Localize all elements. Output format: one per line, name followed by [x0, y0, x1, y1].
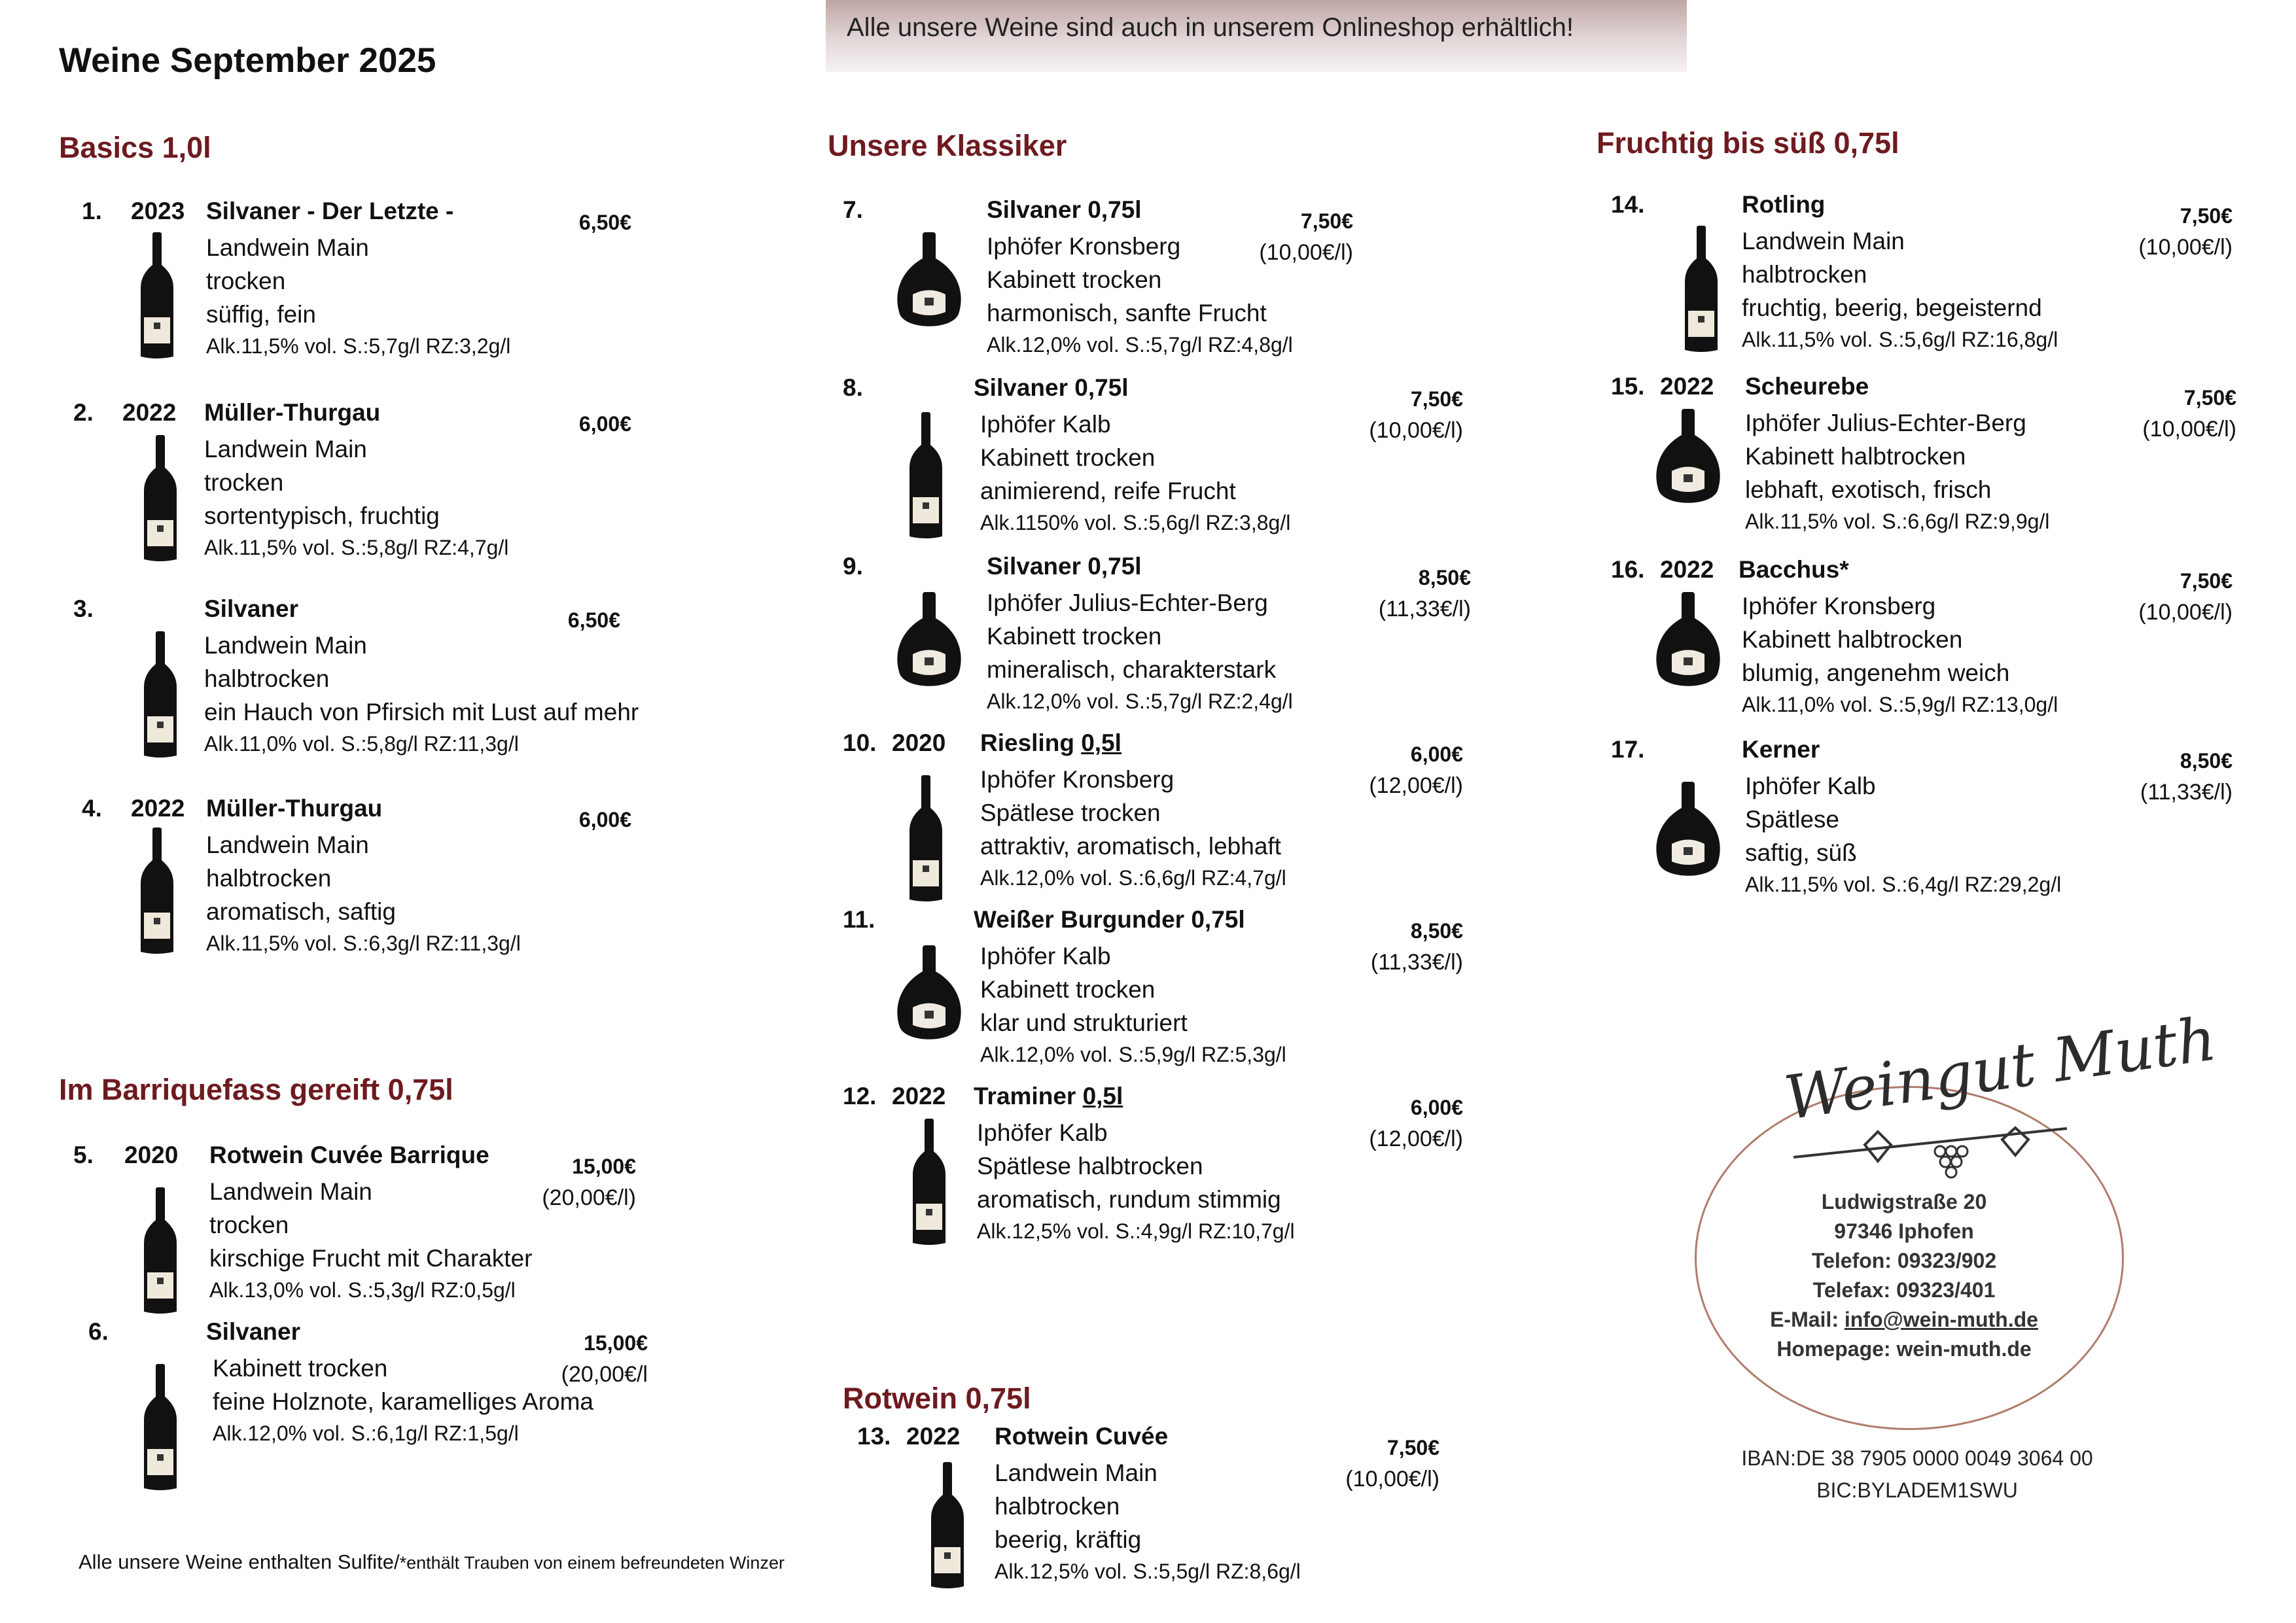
- wine-name: [204, 595, 298, 623]
- wine-year: 2020: [124, 1142, 179, 1168]
- wine-origin: Landwein Main: [204, 436, 367, 462]
- wine-style: Kabinett halbtrocken: [1745, 443, 1966, 470]
- wine-taste: mineralisch, charakterstark: [987, 656, 1277, 683]
- wine-number: 10.: [843, 729, 877, 756]
- wine-price: 15,00€: [572, 1155, 636, 1178]
- wine-number: 7.: [843, 196, 863, 223]
- wine-name-text: Bacchus*: [1739, 556, 1849, 583]
- wine-style: Spätlese trocken: [980, 799, 1161, 826]
- bottle-icon: [141, 1187, 180, 1318]
- wine-name-text: Silvaner 0,75l: [987, 553, 1142, 580]
- wine-taste: blumig, angenehm weich: [1742, 659, 2010, 686]
- winery-address: [1701, 1187, 2107, 1364]
- wine-origin: Landwein Main: [206, 831, 369, 858]
- wine-taste: lebhaft, exotisch, frisch: [1745, 476, 1992, 503]
- wine-price-per-liter: (11,33€/l): [1378, 597, 1471, 621]
- wine-analysis: Alk.12,0% vol. S.:6,6g/l RZ:4,7g/l: [980, 866, 1286, 890]
- wine-name: [1742, 191, 1825, 218]
- wine-analysis: Alk.12,0% vol. S.:5,9g/l RZ:5,3g/l: [980, 1043, 1286, 1066]
- address-phone: Telefon: 09323/902: [1811, 1249, 1997, 1272]
- wine-analysis: Alk.12,5% vol. S.:4,9g/l RZ:10,7g/l: [977, 1219, 1295, 1243]
- bottle-icon: [928, 1462, 967, 1593]
- address-homepage[interactable]: Homepage: wein-muth.de: [1776, 1337, 2032, 1361]
- bocksbeutel-icon: [1652, 409, 1724, 514]
- wine-details: [980, 939, 1286, 1070]
- wine-details: [1742, 589, 2058, 720]
- wine-details: [204, 629, 639, 759]
- wine-price-per-liter: (10,00€/l): [2138, 235, 2233, 260]
- wine-taste: fruchtig, beerig, begeisternd: [1742, 294, 2042, 321]
- wine-taste: ein Hauch von Pfirsich mit Lust auf mehr: [204, 699, 639, 725]
- wine-name: [974, 906, 1245, 934]
- wine-price-per-liter: (10,00€/l): [1259, 240, 1353, 265]
- wine-analysis: Alk.11,0% vol. S.:5,9g/l RZ:13,0g/l: [1742, 693, 2058, 716]
- wine-price: 7,50€: [1410, 387, 1463, 411]
- wine-year: 2022: [1660, 556, 1714, 583]
- wine-details: [980, 408, 1290, 538]
- section-title-klassiker: Unsere Klassiker: [828, 129, 1067, 162]
- wine-taste: kirschige Frucht mit Charakter: [209, 1245, 533, 1272]
- bottle-icon: [141, 1364, 180, 1495]
- wine-price: 15,00€: [584, 1331, 648, 1355]
- wine-number: 6.: [88, 1318, 109, 1345]
- wine-origin: Iphöfer Kalb: [977, 1119, 1108, 1146]
- bocksbeutel-icon: [893, 945, 965, 1050]
- wine-style: Spätlese: [1745, 806, 1839, 833]
- section-title-fruchtig: Fruchtig bis süß 0,75l: [1597, 126, 1899, 160]
- wine-number: 15.: [1611, 373, 1645, 400]
- wine-price: 6,00€: [578, 412, 631, 436]
- sulfite-note-main: Alle unsere Weine enthalten Sulfite/: [79, 1550, 400, 1573]
- wine-price: 6,00€: [578, 808, 631, 831]
- wine-name-text: Rotwein Cuvée: [995, 1423, 1169, 1450]
- wine-price: 7,50€: [2180, 569, 2233, 593]
- wine-price: 6,50€: [578, 211, 631, 234]
- wine-style: halbtrocken: [1742, 261, 1867, 288]
- wine-name-text: Silvaner: [206, 1318, 300, 1345]
- bocksbeutel-icon: [1652, 782, 1724, 886]
- wine-taste: feine Holznote, karamelliges Aroma: [213, 1388, 594, 1415]
- wine-number: 13.: [857, 1423, 891, 1450]
- wine-origin: Landwein Main: [204, 632, 367, 659]
- bottle-icon: [137, 828, 177, 958]
- grape-leaves-icon: [1852, 1125, 2048, 1197]
- wine-name: [1745, 373, 1869, 400]
- wine-name: [206, 198, 453, 225]
- wine-name: [206, 1318, 300, 1346]
- wine-taste: klar und strukturiert: [980, 1009, 1188, 1036]
- wine-details: [206, 231, 510, 361]
- wine-analysis: Alk.12,0% vol. S.:5,7g/l RZ:2,4g/l: [987, 689, 1293, 713]
- wine-name-text: Riesling: [980, 729, 1082, 756]
- banner-text: Alle unsere Weine sind auch in unserem Onlineshop erhältlich!: [847, 13, 1574, 42]
- wine-number: 3.: [73, 595, 94, 622]
- wine-price-per-liter: (12,00€/l): [1369, 773, 1463, 798]
- address-fax: Telefax: 09323/401: [1812, 1278, 1996, 1302]
- wine-year: 2022: [1660, 373, 1714, 400]
- wine-name-text: Silvaner 0,75l: [974, 374, 1129, 401]
- wine-year: 2020: [892, 729, 946, 756]
- bottle-icon: [906, 412, 945, 543]
- wine-name-text: Müller-Thurgau: [204, 399, 381, 426]
- wine-style: Kabinett trocken: [987, 266, 1162, 293]
- bank-details: [1695, 1442, 2140, 1507]
- wine-analysis: Alk.11,5% vol. S.:5,7g/l RZ:3,2g/l: [206, 334, 511, 358]
- wine-analysis: Alk.1150% vol. S.:5,6g/l RZ:3,8g/l: [980, 511, 1291, 534]
- wine-price: 7,50€: [2183, 386, 2236, 410]
- wine-origin: Iphöfer Kalb: [980, 943, 1111, 969]
- bottle-icon: [141, 435, 180, 566]
- bocksbeutel-icon: [1652, 592, 1724, 697]
- wine-price: 8,50€: [2180, 749, 2233, 773]
- wine-taste: saftig, süß: [1745, 839, 1857, 866]
- wine-price: 6,00€: [1410, 742, 1463, 766]
- wine-name: [995, 1423, 1168, 1450]
- wine-name-text: Kerner: [1742, 736, 1820, 763]
- wine-price-per-liter: (10,00€/l): [1369, 418, 1463, 443]
- wine-price: 7,50€: [1300, 209, 1353, 233]
- email-label: E-Mail:: [1770, 1308, 1845, 1331]
- wine-taste: harmonisch, sanfte Frucht: [987, 300, 1267, 326]
- sulfite-note: [79, 1550, 785, 1574]
- wine-taste: sortentypisch, fruchtig: [204, 502, 440, 529]
- wine-taste: aromatisch, rundum stimmig: [977, 1186, 1281, 1213]
- wine-origin: Iphöfer Kalb: [980, 411, 1111, 438]
- wine-price-per-liter: (20,00€/l): [542, 1185, 636, 1210]
- wine-name: [974, 374, 1129, 402]
- wine-style: Kabinett halbtrocken: [1742, 626, 1963, 653]
- wine-origin: Landwein Main: [995, 1459, 1157, 1486]
- wine-price-per-liter: (10,00€/l): [2138, 600, 2233, 625]
- wine-price-per-liter: (11,33€/l): [2140, 780, 2233, 805]
- wine-details: [209, 1175, 532, 1305]
- wine-taste: aromatisch, saftig: [206, 898, 396, 925]
- wine-number: 17.: [1611, 736, 1645, 763]
- wine-origin: Landwein Main: [206, 234, 369, 261]
- wine-year: 2022: [892, 1083, 946, 1109]
- wine-number: 2.: [73, 399, 94, 426]
- wine-style: trocken: [206, 268, 286, 294]
- iban: IBAN:DE 38 7905 0000 0049 3064 00: [1741, 1446, 2093, 1470]
- wine-name-text: Silvaner: [204, 595, 298, 622]
- wine-price: 8,50€: [1410, 919, 1463, 943]
- address-city: 97346 Iphofen: [1834, 1219, 1974, 1243]
- section-title-barrique: Im Barriquefass gereift 0,75l: [59, 1073, 453, 1106]
- wine-style: halbtrocken: [204, 665, 330, 692]
- wine-style: trocken: [209, 1212, 289, 1238]
- wine-details: [206, 828, 521, 958]
- bottle-icon: [906, 775, 945, 906]
- wine-number: 16.: [1611, 556, 1645, 583]
- wine-name: [206, 795, 382, 822]
- wine-year: 2022: [131, 795, 185, 822]
- wine-analysis: Alk.11,5% vol. S.:5,6g/l RZ:16,8g/l: [1742, 328, 2058, 351]
- wine-analysis: Alk.11,0% vol. S.:5,8g/l RZ:11,3g/l: [204, 732, 519, 756]
- wine-analysis: Alk.11,5% vol. S.:6,6g/l RZ:9,9g/l: [1745, 510, 2050, 533]
- wine-details: [1742, 224, 2058, 355]
- wine-volume-underlined: 0,5l: [1081, 729, 1122, 756]
- wine-name-text: Müller-Thurgau: [206, 795, 383, 822]
- wine-name: [1742, 736, 1820, 763]
- wine-number: 1.: [82, 198, 102, 224]
- wine-price-per-liter: (11,33€/l): [1370, 950, 1463, 975]
- section-title-basics: Basics 1,0l: [59, 131, 211, 164]
- wine-taste: attraktiv, aromatisch, lebhaft: [980, 833, 1281, 860]
- wine-analysis: Alk.11,5% vol. S.:5,8g/l RZ:4,7g/l: [204, 536, 509, 559]
- wine-name: [987, 553, 1142, 580]
- wine-style: Kabinett trocken: [980, 444, 1156, 471]
- bic: BIC:BYLADEM1SWU: [1816, 1478, 2018, 1502]
- wine-analysis: Alk.12,0% vol. S.:5,7g/l RZ:4,8g/l: [987, 333, 1293, 357]
- wine-price: 6,50€: [567, 608, 620, 632]
- wine-analysis: Alk.11,5% vol. S.:6,4g/l RZ:29,2g/l: [1745, 873, 2062, 896]
- wine-name: [974, 1083, 1123, 1110]
- wine-name: [987, 196, 1142, 224]
- wine-style: Kabinett trocken: [987, 623, 1162, 650]
- page-title: Weine September 2025: [59, 41, 436, 80]
- bocksbeutel-icon: [893, 232, 965, 337]
- wine-details: [1745, 406, 2049, 536]
- online-shop-banner: [826, 0, 1687, 72]
- wine-price: 8,50€: [1418, 566, 1471, 589]
- sulfite-note-small: *enthält Trauben von einem befreundeten Winzer: [399, 1553, 785, 1573]
- wine-details: [995, 1456, 1301, 1586]
- wine-name-text: Rotling: [1742, 191, 1826, 218]
- wine-number: 12.: [843, 1083, 877, 1109]
- wine-price: 7,50€: [1386, 1436, 1439, 1459]
- wine-origin: Iphöfer Kronsberg: [980, 766, 1174, 793]
- wine-price-per-liter: (10,00€/l): [2142, 417, 2236, 442]
- wine-name-text: Rotwein Cuvée Barrique: [209, 1142, 489, 1168]
- wine-name-text: Silvaner - Der Letzte -: [206, 198, 454, 224]
- wine-taste: süffig, fein: [206, 301, 316, 328]
- wine-analysis: Alk.12,0% vol. S.:6,1g/l RZ:1,5g/l: [213, 1422, 519, 1445]
- address-street: Ludwigstraße 20: [1821, 1190, 1987, 1213]
- wine-details: [977, 1116, 1295, 1246]
- wine-name: [980, 729, 1122, 757]
- wine-style: trocken: [204, 469, 284, 496]
- wine-year: 2022: [122, 399, 177, 426]
- wine-name: [204, 399, 380, 427]
- wine-number: 8.: [843, 374, 863, 401]
- email-link[interactable]: info@wein-muth.de: [1844, 1308, 2038, 1331]
- wine-style: Spätlese halbtrocken: [977, 1153, 1203, 1179]
- wine-volume-underlined: 0,5l: [1082, 1083, 1123, 1109]
- logo-script: Weingut Muth: [1780, 1003, 2221, 1134]
- wine-number: 4.: [82, 795, 102, 822]
- wine-style: Kabinett trocken: [213, 1355, 388, 1382]
- wine-number: 5.: [73, 1142, 94, 1168]
- wine-name: [1739, 556, 1849, 584]
- wine-details: [987, 586, 1293, 716]
- wine-price-per-liter: (20,00€/l: [561, 1362, 648, 1387]
- wine-year: 2022: [906, 1423, 961, 1450]
- wine-style: Kabinett trocken: [980, 976, 1156, 1003]
- section-title-rotwein: Rotwein 0,75l: [843, 1382, 1031, 1415]
- wine-origin: Iphöfer Kalb: [1745, 773, 1876, 799]
- wine-name-text: Weißer Burgunder 0,75l: [974, 906, 1245, 933]
- wine-style: halbtrocken: [995, 1493, 1120, 1520]
- wine-price-per-liter: (10,00€/l): [1345, 1467, 1439, 1492]
- wine-analysis: Alk.11,5% vol. S.:6,3g/l RZ:11,3g/l: [206, 932, 521, 955]
- bottle-icon: [910, 1119, 949, 1249]
- wine-details: [980, 763, 1286, 893]
- wine-price: 6,00€: [1410, 1096, 1463, 1119]
- wine-taste: animierend, reife Frucht: [980, 478, 1236, 504]
- wine-number: 11.: [843, 906, 875, 933]
- wine-name-text: Silvaner 0,75l: [987, 196, 1142, 223]
- wine-number: 14.: [1611, 191, 1645, 218]
- wine-origin: Iphöfer Kronsberg: [1742, 593, 1936, 620]
- wine-origin: Landwein Main: [1742, 228, 1905, 254]
- bocksbeutel-icon: [893, 592, 965, 697]
- wine-name: [209, 1142, 489, 1169]
- wine-number: 9.: [843, 553, 863, 580]
- bottle-icon: [1682, 226, 1721, 357]
- wine-price-per-liter: (12,00€/l): [1369, 1126, 1463, 1151]
- wine-details: [204, 432, 508, 563]
- wine-year: 2023: [131, 198, 185, 224]
- address-email: [1701, 1305, 2107, 1335]
- wine-taste: beerig, kräftig: [995, 1526, 1142, 1553]
- wine-name-text: Scheurebe: [1745, 373, 1869, 400]
- wine-origin: Iphöfer Julius-Echter-Berg: [987, 589, 1268, 616]
- wine-price: 7,50€: [2180, 204, 2233, 228]
- wine-details: [1745, 769, 2061, 899]
- wine-origin: Landwein Main: [209, 1178, 372, 1205]
- wine-name-text: Traminer: [974, 1083, 1083, 1109]
- wine-analysis: Alk.12,5% vol. S.:5,5g/l RZ:8,6g/l: [995, 1560, 1301, 1583]
- wine-analysis: Alk.13,0% vol. S.:5,3g/l RZ:0,5g/l: [209, 1278, 516, 1302]
- wine-origin: Iphöfer Kronsberg: [987, 233, 1181, 260]
- wine-style: halbtrocken: [206, 865, 332, 892]
- bottle-icon: [137, 232, 177, 363]
- wine-origin: Iphöfer Julius-Echter-Berg: [1745, 410, 2026, 436]
- bottle-icon: [141, 631, 180, 762]
